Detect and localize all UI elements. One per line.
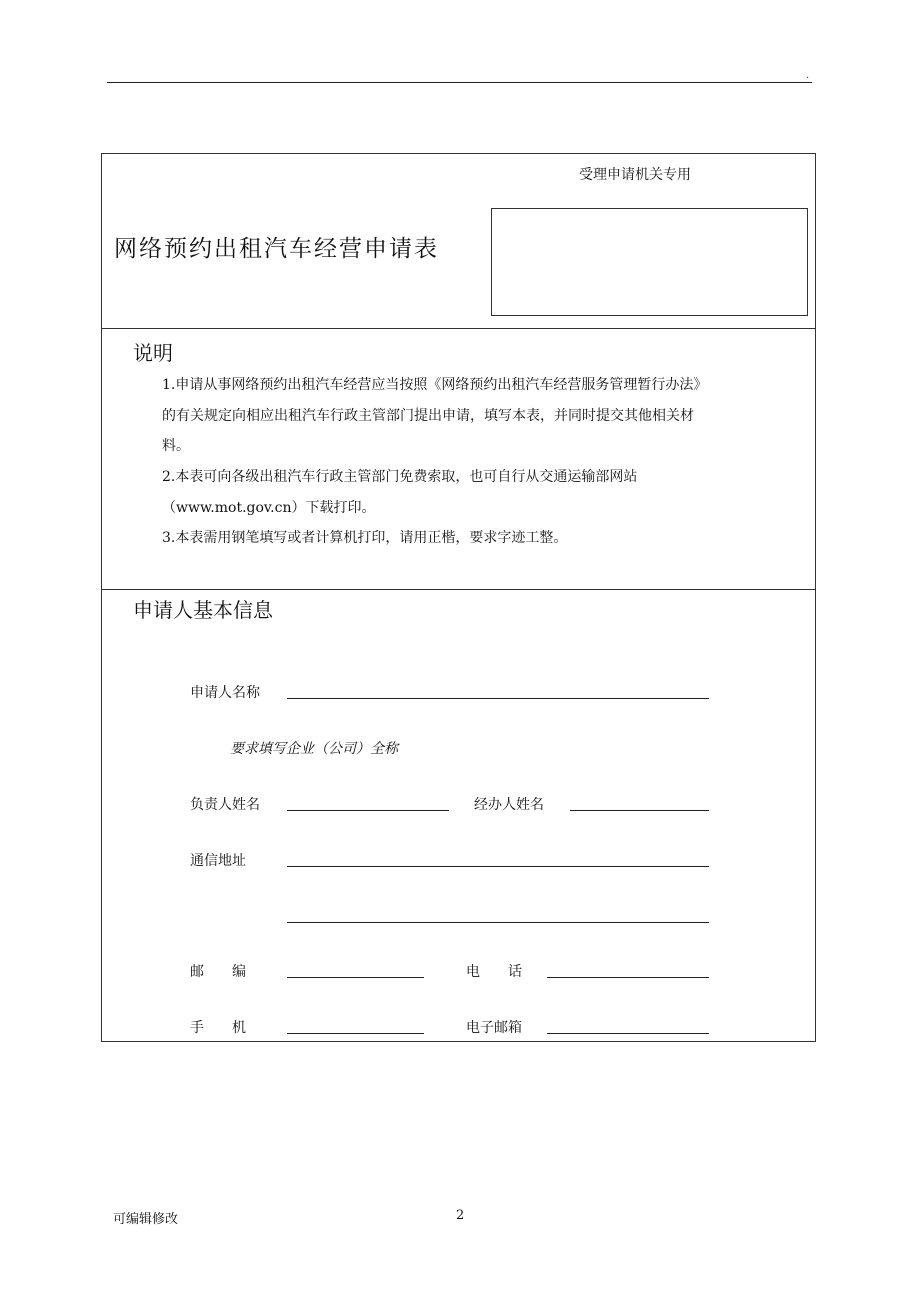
- note-line: 料。: [162, 438, 190, 454]
- applicant-name-label: 申请人名称: [190, 685, 260, 701]
- agency-use-box: [491, 208, 808, 316]
- mobile-label: 手 机: [190, 1020, 246, 1036]
- applicant-name-hint: 要求填写企业（公司）全称: [230, 741, 398, 757]
- section-divider: [102, 589, 815, 590]
- email-label: 电子邮箱: [466, 1020, 522, 1036]
- page-number: 2: [456, 1208, 465, 1223]
- agency-use-label: 受理申请机关专用: [579, 167, 691, 183]
- applicant-title: 申请人基本信息: [133, 598, 273, 622]
- applicant-name-field[interactable]: [287, 698, 709, 699]
- agent-name-label: 经办人姓名: [474, 797, 544, 813]
- note-line: 1.申请从事网络预约出租汽车经营应当按照《网络预约出租汽车经营服务管理暂行办法》: [162, 377, 708, 393]
- phone-field[interactable]: [547, 977, 709, 978]
- postcode-label: 邮 编: [190, 964, 246, 980]
- phone-label: 电 话: [466, 964, 522, 980]
- note-item-3: [162, 523, 776, 554]
- agent-name-field[interactable]: [570, 810, 709, 811]
- footer-editable-note: 可编辑修改: [113, 1212, 179, 1227]
- header-rule: [107, 82, 812, 83]
- note-line: 2.本表可向各级出租汽车行政主管部门免费索取，也可自行从交通运输部网站: [162, 469, 638, 485]
- note-line: 3.本表需用钢笔填写或者计算机打印，请用正楷，要求字迹工整。: [162, 530, 568, 546]
- address-field-line-2[interactable]: [287, 922, 709, 923]
- address-field-line-1[interactable]: [287, 866, 709, 867]
- address-label: 通信地址: [190, 853, 246, 869]
- section-divider: [102, 328, 815, 329]
- note-line: （www.mot.gov.cn）下载打印。: [162, 499, 376, 516]
- header-mark: .: [806, 70, 810, 81]
- note-item-2: [162, 462, 776, 523]
- email-field[interactable]: [547, 1033, 709, 1034]
- application-form: [101, 153, 816, 1042]
- postcode-field[interactable]: [287, 977, 424, 978]
- principal-name-label: 负责人姓名: [190, 797, 260, 813]
- form-title: 网络预约出租汽车经营申请表: [114, 236, 439, 262]
- notes-title: 说明: [133, 341, 173, 365]
- principal-name-field[interactable]: [287, 810, 449, 811]
- note-line: 的有关规定向相应出租汽车行政主管部门提出申请，填写本表，并同时提交其他相关材: [162, 407, 694, 424]
- note-item-1: [162, 370, 776, 462]
- mobile-field[interactable]: [287, 1033, 424, 1034]
